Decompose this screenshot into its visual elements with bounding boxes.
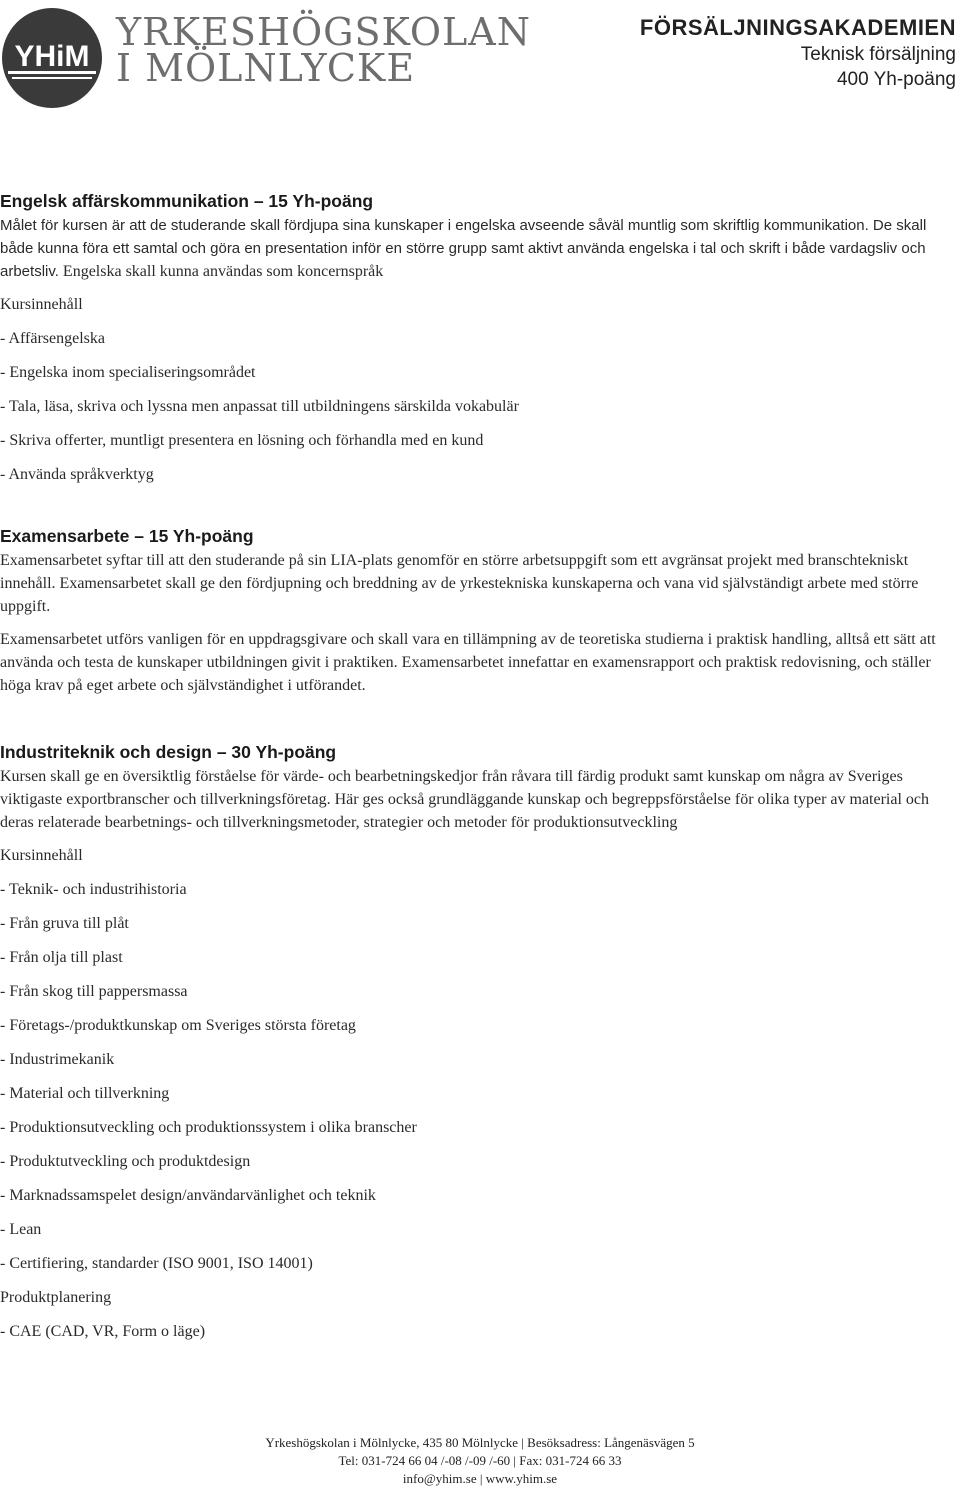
footer-phone: Tel: 031-724 66 04 /-08 /-09 /-60 | Fax: 031-724 66 33: [338, 1453, 622, 1468]
section-intro: [0, 214, 958, 283]
section-paragraph: Examensarbetet syftar till att den studerande på sin LIA-plats genomför en större arbetsuppgift som ett avgränsat projekt med branschtekniskt innehåll. Examensarbetet skall ge den fördjupning och breddning av de yrkestekniska kunskaperna och vana vid självständigt arbete med större uppgift.: [0, 552, 919, 615]
program-points: 400 Yh-poäng: [836, 69, 956, 90]
list-item: - CAE (CAD, VR, Form o läge): [0, 1323, 206, 1340]
section-english: [0, 190, 958, 492]
list-item: - Certifiering, standarder (ISO 9001, ISO 14001): [0, 1255, 313, 1272]
list-item: Produktplanering: [0, 1289, 112, 1306]
section-heading: Industriteknik och design – 30 Yh-poäng: [0, 742, 337, 762]
school-name-line2: I MÖLNLYCKE: [116, 46, 416, 90]
list-item: - Tala, läsa, skriva och lyssna men anpassat till utbildningens särskilda vokabulär: [0, 398, 519, 415]
program-title: FÖRSÄLJNINGSAKADEMIEN: [639, 15, 956, 40]
list-item: - Material och tillverkning: [0, 1085, 170, 1102]
list-item: - Produktionsutveckling och produktionssystem i olika branscher: [0, 1119, 417, 1136]
document-body: [0, 190, 958, 1349]
section-exam: [0, 525, 958, 697]
footer-contact: info@yhim.se | www.yhim.se: [402, 1471, 558, 1486]
content-label: Kursinnehåll: [0, 847, 83, 864]
school-name-line1: YRKESHÖGSKOLAN: [116, 10, 531, 54]
footer-address: Yrkeshögskolan i Mölnlycke, 435 80 Mölnlycke | Besöksadress: Långenäsvägen 5: [265, 1435, 695, 1450]
section-industry: [0, 741, 958, 1349]
intro-sans-text: Målet för kursen är att de studerande skall fördjupa sina kunskaper i engelska avseende såväl muntlig som skriftlig kommunikation. De skall både kunna föra ett samtal och göra en presentation inför en större grupp samt aktivt använda engelska i tal och skrift i både vardagsliv och arbetsliv.: [0, 217, 927, 280]
logo-text: YHiM: [14, 40, 90, 73]
section-intro: Kursen skall ge en översiktlig förståelse för värde- och bearbetningskedjor från råvara till färdig produkt samt kunskap om några av Sveriges viktigaste exportbranscher och tillverkningsföretag. Här ges också grundläggande kunskap och begreppsförståelse för olika typer av material och deras relaterade bearbetnings- och tillverkningsmetoder, strategier och metoder för produktionsutveckling: [0, 768, 930, 831]
list-item: - Från olja till plast: [0, 949, 123, 966]
list-item: - Affärsengelska: [0, 330, 105, 347]
list-item: - Från gruva till plåt: [0, 915, 129, 932]
school-name: [116, 10, 531, 90]
list-item: - Använda språkverktyg: [0, 466, 154, 483]
list-item: - Skriva offerter, muntligt presentera en lösning och förhandla med en kund: [0, 432, 484, 449]
list-item: - Produktutveckling och produktdesign: [0, 1153, 251, 1170]
list-item: - Industrimekanik: [0, 1051, 115, 1068]
list-item: - Lean: [0, 1221, 42, 1238]
program-subtitle: Teknisk försäljning: [800, 44, 956, 65]
list-item: - Teknik- och industrihistoria: [0, 881, 187, 898]
content-label: Kursinnehåll: [0, 296, 83, 313]
school-logo: [0, 8, 110, 108]
section-heading: Examensarbete – 15 Yh-poäng: [0, 526, 254, 546]
section-paragraph: Examensarbetet utförs vanligen för en uppdragsgivare och skall vara en tillämpning av de teoretiska studierna i praktisk handling, alltså ett sätt att använda och testa de kunskaper utbildningen givit i praktiken. Examensarbetet innefattar en examensrapport och praktisk redovisning, och ställer höga krav på eget arbete och självständighet i utförandet.: [0, 631, 936, 694]
section-heading: Engelsk affärskommunikation – 15 Yh-poäng: [0, 191, 374, 211]
intro-serif-text: Engelska skall kunna användas som koncernspråk: [62, 263, 384, 280]
list-item: - Marknadssamspelet design/användarvänlighet och teknik: [0, 1187, 376, 1204]
list-item: - Från skog till pappersmassa: [0, 983, 188, 1000]
list-item: - Företags-/produktkunskap om Sveriges största företag: [0, 1017, 356, 1034]
program-info: [640, 14, 956, 92]
list-item: - Engelska inom specialiseringsområdet: [0, 364, 256, 381]
page-footer: [0, 1434, 960, 1488]
